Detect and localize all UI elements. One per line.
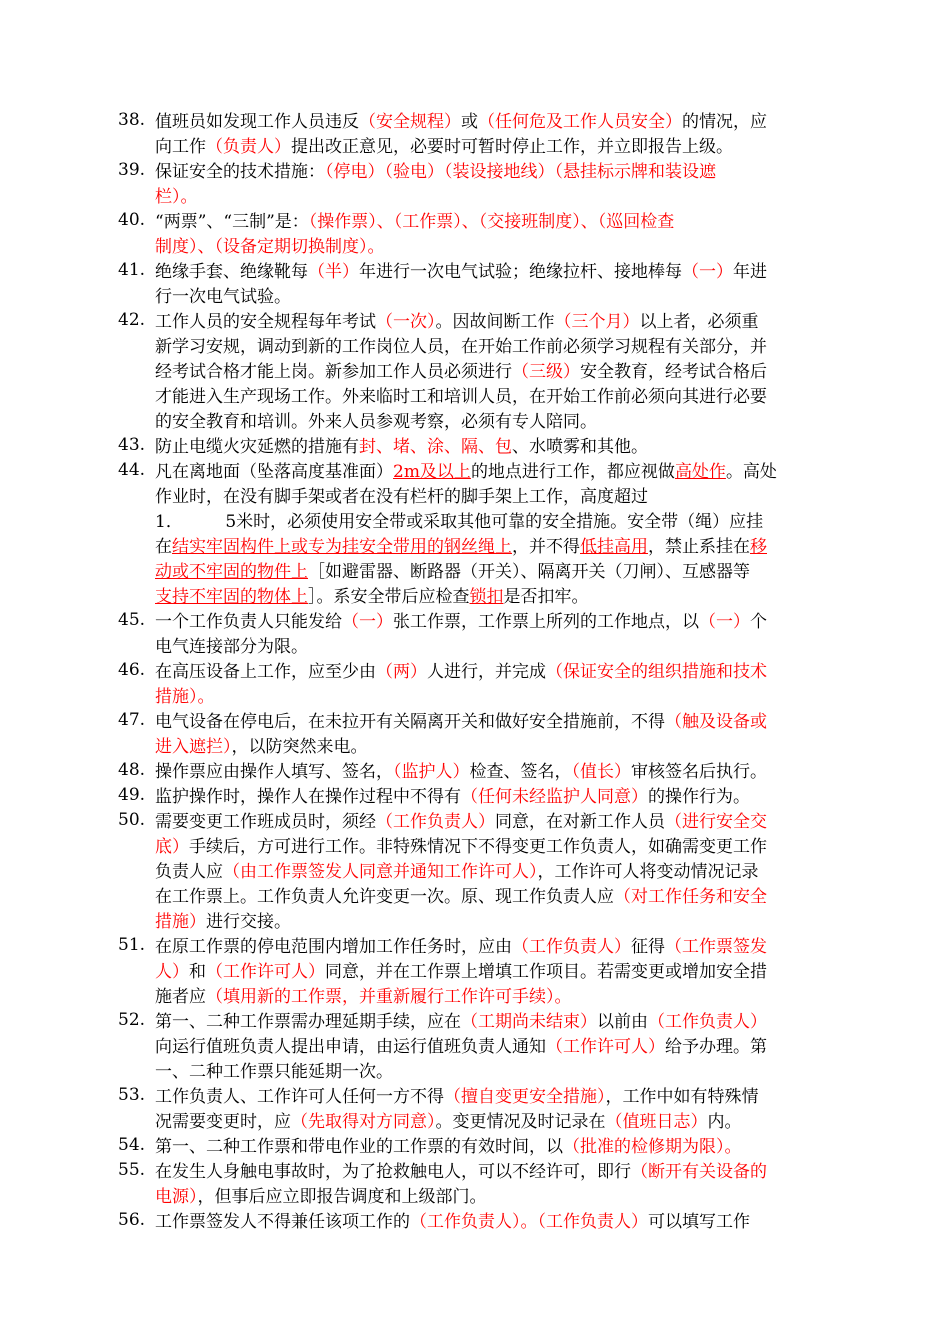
question-text: 负责人应 xyxy=(155,862,223,882)
text-line xyxy=(155,1010,858,1035)
underlined-answer-text: 高处作 xyxy=(674,462,726,482)
list-item xyxy=(118,1085,858,1135)
question-text: 值班员如发现工作人员违反 xyxy=(155,112,359,132)
text-line xyxy=(155,1135,858,1160)
item-number: 49. xyxy=(118,785,146,805)
answer-text: （负责人） xyxy=(206,137,291,157)
answer-text: （进行安全交 xyxy=(665,812,767,832)
item-number: 52. xyxy=(118,1010,146,1030)
question-text: 人进行，并完成 xyxy=(427,662,546,682)
text-line xyxy=(155,385,858,410)
text-line xyxy=(155,710,858,735)
question-text: 作业时，在没有脚手架或者在没有栏杆的脚手架上工作，高度超过 xyxy=(155,487,648,507)
answer-text: （触及设备或 xyxy=(665,712,767,732)
question-text: 张工作票，工作票上所列的工作地点，以 xyxy=(393,612,699,632)
question-text: 向工作 xyxy=(155,137,206,157)
question-text: 个 xyxy=(750,612,767,632)
answer-text: （对工作任务和安全 xyxy=(614,887,767,907)
answer-text: （一次） xyxy=(376,312,436,332)
answer-text: 电源） xyxy=(155,1187,198,1207)
question-text: 监护操作时，操作人在操作过程中不得有 xyxy=(155,787,461,807)
answer-text: （三个月） xyxy=(554,312,640,332)
list-item xyxy=(118,160,858,210)
text-line xyxy=(155,135,858,160)
answer-text: （工作票签发 xyxy=(665,937,767,957)
answer-text: （两） xyxy=(376,662,427,682)
answer-text: （先取得对方同意） xyxy=(291,1112,436,1132)
answer-text: 封、堵、涂、隔、包 xyxy=(359,437,512,457)
item-text xyxy=(155,1010,858,1085)
question-text: 工作负责人、工作许可人任何一方不得 xyxy=(155,1087,444,1107)
answer-text: （工作许可人） xyxy=(206,962,325,982)
list-item xyxy=(118,785,858,810)
answer-text: （工作许可人） xyxy=(546,1037,665,1057)
text-line xyxy=(155,335,858,360)
question-text: 在高压设备上工作，应至少由 xyxy=(155,662,376,682)
text-line xyxy=(155,1210,858,1235)
list-item xyxy=(118,710,858,760)
question-text: 况需要变更时，应 xyxy=(155,1112,291,1132)
text-line xyxy=(155,435,858,460)
list-item xyxy=(118,260,858,310)
question-text: 在 xyxy=(155,537,172,557)
question-text: 电气连接部分为限。 xyxy=(155,637,308,657)
answer-text: （工作负责人） xyxy=(648,1012,767,1032)
text-line xyxy=(155,210,858,235)
answer-text: （批准的检修期为限）。 xyxy=(563,1137,742,1157)
answer-text: 栏）。 xyxy=(155,187,198,207)
text-line xyxy=(155,110,858,135)
question-text: 是否扣牢。 xyxy=(503,587,589,607)
question-text: 的情况，应 xyxy=(682,112,767,132)
answer-text: （断开有关设备的 xyxy=(631,1162,767,1182)
text-line xyxy=(155,260,858,285)
question-text: 才能进入生产现场工作。外来临时工和培训人员，在开始工作前必须向其进行必要 xyxy=(155,387,767,407)
text-line xyxy=(155,660,858,685)
list-item xyxy=(118,660,858,710)
question-text: 年进 xyxy=(733,262,767,282)
question-text: 提出改正意见，必要时可暂时停止工作，并立即报告上级。 xyxy=(291,137,733,157)
answer-text: （擅自变更安全措施） xyxy=(444,1087,606,1107)
list-item xyxy=(118,610,858,660)
underlined-answer-text: 锁扣 xyxy=(469,587,504,607)
question-text: 手续后，方可进行工作。非特殊情况下不得变更工作负责人，如确需变更工作 xyxy=(189,837,767,857)
item-number: 48. xyxy=(118,760,146,780)
text-line xyxy=(155,735,858,760)
question-text: ［如避雷器、断路器（开关）、隔离开关（刀闸）、互感器等 xyxy=(308,562,750,582)
answer-text: （填用新的工作票，并重新履行工作许可手续）。 xyxy=(206,987,572,1007)
text-line xyxy=(155,1110,858,1135)
question-text: 。高处 xyxy=(725,462,777,482)
item-text xyxy=(155,1210,858,1235)
item-number: 38. xyxy=(118,110,146,130)
item-text xyxy=(155,610,858,660)
item-number: 44. xyxy=(118,460,146,480)
list-item xyxy=(118,1010,858,1085)
question-text: ］。系安全带后应检查 xyxy=(308,587,470,607)
item-text xyxy=(155,460,858,610)
item-text xyxy=(155,1135,858,1160)
item-number: 46. xyxy=(118,660,146,680)
text-line xyxy=(155,160,858,185)
question-text: 以上者，必须重 xyxy=(639,312,759,332)
item-number: 56. xyxy=(118,1210,146,1230)
answer-text: （监护人） xyxy=(393,762,470,782)
answer-text: （保证安全的组织措施和技术 xyxy=(546,662,767,682)
text-line xyxy=(155,510,858,535)
answer-text: （任何未经监护人同意） xyxy=(461,787,648,807)
list-item xyxy=(118,210,858,260)
question-text: 年进行一次电气试验；绝缘拉杆、接地棒每 xyxy=(359,262,682,282)
question-text: 经考试合格才能上岗。新参加工作人员必须进行 xyxy=(155,362,512,382)
question-text: 、水喷雾和其他。 xyxy=(512,437,648,457)
answer-text: 进入遮拦） xyxy=(155,737,232,757)
text-line xyxy=(155,235,858,260)
underlined-answer-text: 动或不牢固的物件上 xyxy=(155,562,308,582)
item-text xyxy=(155,435,858,460)
question-text: 1． 5米时，必须使用安全带或采取其他可靠的安全措施。安全带（绳）应挂 xyxy=(155,512,764,532)
underlined-answer-text: 支持不牢固的物体上 xyxy=(155,587,308,607)
item-number: 43. xyxy=(118,435,146,455)
text-line xyxy=(155,485,858,510)
question-text: 同意，在对新工作人员 xyxy=(495,812,665,832)
question-text: 进行交接。 xyxy=(206,912,291,932)
question-text: 防止电缆火灾延燃的措施有 xyxy=(155,437,359,457)
text-line xyxy=(155,960,858,985)
text-line xyxy=(155,910,858,935)
item-number: 42. xyxy=(118,310,146,330)
list-item xyxy=(118,1135,858,1160)
question-text: 。因故间断工作 xyxy=(435,312,555,332)
question-text: 在工作票上。工作负责人允许变更一次。原、现工作负责人应 xyxy=(155,887,614,907)
question-text: 安全教育，经考试合格后 xyxy=(580,362,767,382)
text-line xyxy=(155,560,858,585)
question-text: 和 xyxy=(189,962,206,982)
underlined-answer-text: 移 xyxy=(750,537,767,557)
text-line xyxy=(155,1160,858,1185)
item-number: 39. xyxy=(118,160,146,180)
list-item xyxy=(118,810,858,935)
item-number: 47. xyxy=(118,710,146,730)
question-text: 需要变更工作班成员时，须经 xyxy=(155,812,376,832)
question-text: 一、二种工作票只能延期一次。 xyxy=(155,1062,393,1082)
list-item xyxy=(118,310,858,435)
answer-text: 人） xyxy=(155,962,189,982)
text-line xyxy=(155,785,858,810)
item-number: 45. xyxy=(118,610,146,630)
answer-text: （值长） xyxy=(571,762,631,782)
question-text: 电气设备在停电后，在未拉开有关隔离开关和做好安全措施前，不得 xyxy=(155,712,665,732)
text-line xyxy=(155,885,858,910)
underlined-answer-text: 结实牢固构件上或专为挂安全带用的钢丝绳上 xyxy=(172,537,512,557)
question-text: 凡在离地面（坠落高度基准面） xyxy=(155,462,393,482)
item-text xyxy=(155,1160,858,1210)
answer-text: （操作票）、（工作票）、（交接班制度）、（巡回检查 xyxy=(308,212,675,232)
question-text: 第一、二种工作票和带电作业的工作票的有效时间，以 xyxy=(155,1137,563,1157)
text-line xyxy=(155,860,858,885)
text-line xyxy=(155,810,858,835)
list-item xyxy=(118,1160,858,1210)
text-line xyxy=(155,835,858,860)
answer-text: （一） xyxy=(699,612,750,632)
item-number: 51. xyxy=(118,935,146,955)
question-text: 的地点进行工作，都应视做 xyxy=(470,462,675,482)
item-text xyxy=(155,660,858,710)
item-text xyxy=(155,785,858,810)
list-item xyxy=(118,110,858,160)
question-text: 在发生人身触电事故时，为了抢救触电人，可以不经许可，即行 xyxy=(155,1162,631,1182)
item-number: 54. xyxy=(118,1135,146,1155)
item-number: 40. xyxy=(118,210,146,230)
answer-text: （三级） xyxy=(512,362,580,382)
question-text: 行一次电气试验。 xyxy=(155,287,291,307)
text-line xyxy=(155,185,858,210)
answer-text: 措施）。 xyxy=(155,687,215,707)
item-number: 55. xyxy=(118,1160,146,1180)
list-item xyxy=(118,460,858,610)
question-text: 给予办理。第 xyxy=(665,1037,767,1057)
question-text: 可以填写工作 xyxy=(648,1212,750,1232)
question-text: 操作票应由操作人填写、签名， xyxy=(155,762,393,782)
item-text xyxy=(155,310,858,435)
question-text: 在原工作票的停电范围内增加工作任务时，应由 xyxy=(155,937,512,957)
question-text: 工作票签发人不得兼任该项工作的 xyxy=(155,1212,410,1232)
answer-text: （工作负责人） xyxy=(376,812,495,832)
item-text xyxy=(155,210,858,260)
answer-text: 制度）、（设备定期切换制度）。 xyxy=(155,237,385,257)
question-text: 或 xyxy=(461,112,478,132)
question-text: ，禁止系挂在 xyxy=(648,537,750,557)
item-number: 53. xyxy=(118,1085,146,1105)
item-text xyxy=(155,260,858,310)
text-line xyxy=(155,310,858,335)
question-text: 绝缘手套、绝缘靴每 xyxy=(155,262,308,282)
answer-text: （安全规程） xyxy=(359,112,461,132)
question-text: ，但事后应立即报告调度和上级部门。 xyxy=(197,1187,487,1207)
question-text: 新学习安规，调动到新的工作岗位人员，在开始工作前必须学习规程有关部分，并 xyxy=(155,337,767,357)
item-text xyxy=(155,1085,858,1135)
text-line xyxy=(155,285,858,310)
item-number: 50. xyxy=(118,810,146,830)
question-text: 施者应 xyxy=(155,987,206,1007)
list-item xyxy=(118,1210,858,1235)
underlined-answer-text: 低挂高用 xyxy=(580,537,648,557)
question-text: ，工作中如有特殊情 xyxy=(605,1087,759,1107)
question-text: “两票”、“三制”是： xyxy=(155,212,309,232)
text-line xyxy=(155,610,858,635)
question-text: 一个工作负责人只能发给 xyxy=(155,612,342,632)
answer-text: 措施） xyxy=(155,912,206,932)
question-text: 的操作行为。 xyxy=(648,787,750,807)
text-line xyxy=(155,935,858,960)
text-line xyxy=(155,535,858,560)
answer-text: （一） xyxy=(682,262,733,282)
question-text: 审核签名后执行。 xyxy=(631,762,767,782)
item-text xyxy=(155,160,858,210)
answer-text: （任何危及工作人员安全） xyxy=(478,112,682,132)
question-text: 保证安全的技术措施： xyxy=(155,162,325,182)
item-text xyxy=(155,710,858,760)
answer-text: （工作负责人） xyxy=(512,937,631,957)
item-text xyxy=(155,760,858,785)
list-item xyxy=(118,435,858,460)
list-item xyxy=(118,760,858,785)
text-line xyxy=(155,1035,858,1060)
question-text: 检查、签名， xyxy=(469,762,572,782)
text-line xyxy=(155,1085,858,1110)
answer-text: 底） xyxy=(155,837,189,857)
answer-text: （工作负责人）。（工作负责人） xyxy=(410,1212,648,1232)
text-line xyxy=(155,1060,858,1085)
text-line xyxy=(155,410,858,435)
item-text xyxy=(155,110,858,160)
answer-text: （值班日志） xyxy=(605,1112,708,1132)
text-line xyxy=(155,360,858,385)
question-text: 向运行值班负责人提出申请，由运行值班负责人通知 xyxy=(155,1037,546,1057)
text-line xyxy=(155,985,858,1010)
question-text: 工作人员的安全规程每年考试 xyxy=(155,312,376,332)
question-text: 第一、二种工作票需办理延期手续，应在 xyxy=(155,1012,461,1032)
text-line xyxy=(155,585,858,610)
answer-text: （停电）（验电）（装设接地线）（悬挂标示牌和装设遮 xyxy=(325,162,716,182)
text-line xyxy=(155,635,858,660)
text-line xyxy=(155,685,858,710)
question-text: ，以防突然来电。 xyxy=(231,737,368,757)
item-text xyxy=(155,810,858,935)
question-text: 内。 xyxy=(707,1112,742,1132)
underlined-answer-text: 2m及以上 xyxy=(393,462,471,482)
answer-text: （一） xyxy=(342,612,393,632)
question-text: 的安全教育和培训。外来人员参观考察，必须有专人陪同。 xyxy=(155,412,597,432)
text-line xyxy=(155,460,858,485)
text-line xyxy=(155,760,858,785)
answer-text: （由工作票签发人同意并通知工作许可人） xyxy=(223,862,538,882)
question-text: 同意，并在工作票上增填工作项目。若需变更或增加安全措 xyxy=(325,962,767,982)
question-text: ，工作许可人将变动情况记录 xyxy=(537,862,759,882)
text-line xyxy=(155,1185,858,1210)
item-text xyxy=(155,935,858,1010)
answer-text: （工期尚未结束） xyxy=(461,1012,597,1032)
answer-text: （半） xyxy=(308,262,359,282)
question-text: 。变更情况及时记录在 xyxy=(435,1112,606,1132)
list-item xyxy=(118,935,858,1010)
question-text: 征得 xyxy=(631,937,665,957)
item-number: 41. xyxy=(118,260,146,280)
question-text: ，并不得 xyxy=(512,537,580,557)
question-text: 以前由 xyxy=(597,1012,648,1032)
